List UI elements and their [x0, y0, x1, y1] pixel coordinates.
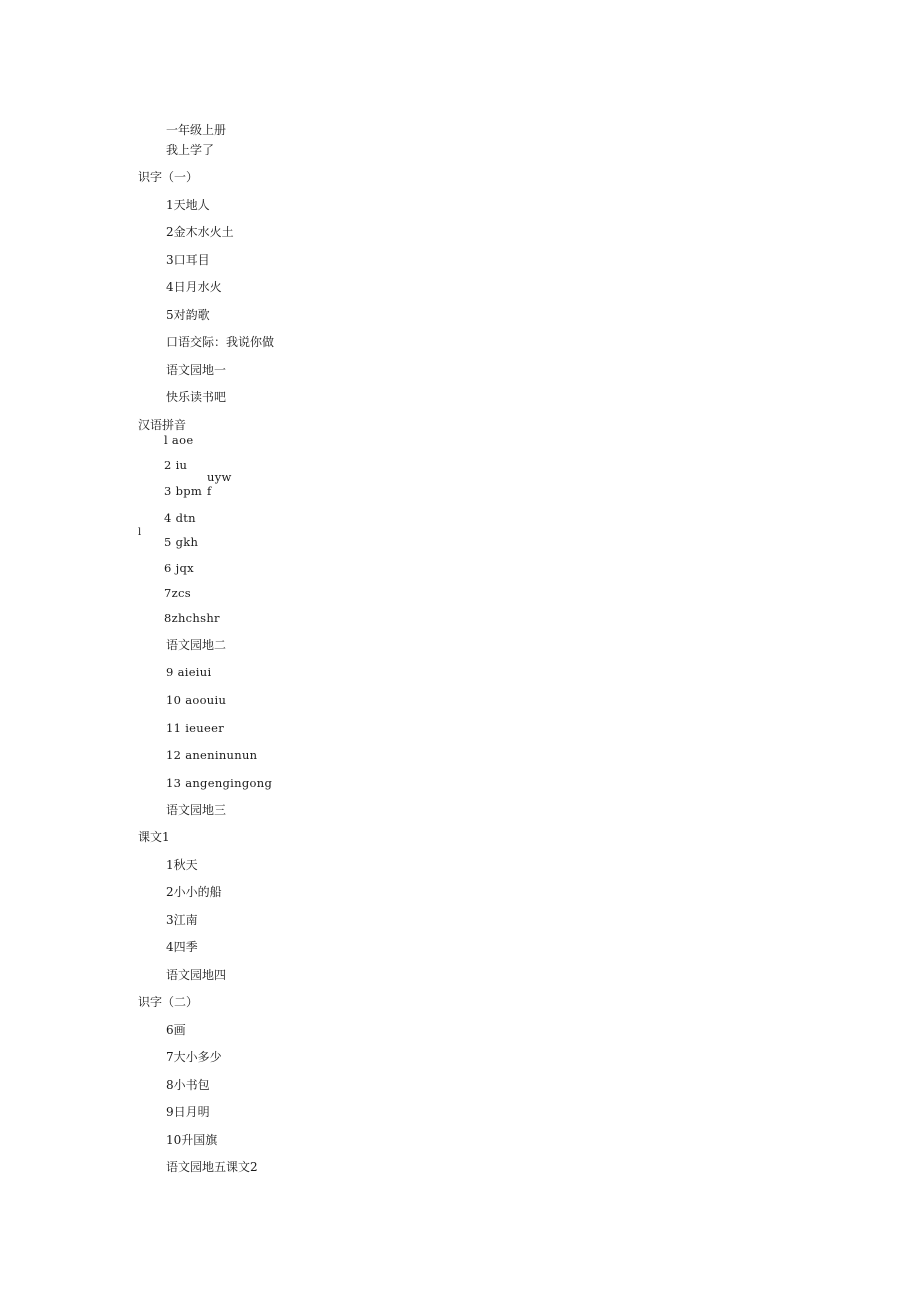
unit-title: 汉语拼音	[138, 418, 187, 432]
list-item: 8小书包	[166, 1078, 210, 1092]
list-item: 5 gkh	[164, 535, 199, 549]
list-item: 1秋天	[166, 858, 198, 872]
intro-item: 我上学了	[166, 143, 215, 157]
list-item: 6 jqx	[164, 561, 194, 575]
list-item: 8zhchshr	[164, 611, 220, 625]
list-item: 3 bpm	[164, 484, 203, 498]
list-item: 语文园地五课文2	[166, 1160, 258, 1174]
list-item: 9 aieiui	[166, 665, 212, 679]
list-item: 10 aoouiu	[166, 693, 227, 707]
list-item: 7zcs	[164, 586, 191, 600]
list-item: 7大小多少	[166, 1050, 222, 1064]
side-note: uyw	[207, 470, 232, 484]
list-item: 6画	[166, 1023, 186, 1037]
list-item: 4 dtn	[164, 511, 196, 525]
list-item: 13 angengingong	[166, 776, 273, 790]
list-item: 4日月水火	[166, 280, 222, 294]
margin-mark: l	[138, 527, 142, 538]
unit-title: 课文1	[138, 830, 170, 844]
list-item: 10升国旗	[166, 1133, 218, 1147]
list-item: 3口耳目	[166, 253, 210, 267]
list-item: 4四季	[166, 940, 198, 954]
side-note: f	[207, 484, 212, 498]
list-item: 口语交际：我说你做	[166, 335, 275, 349]
list-item: 语文园地一	[166, 363, 227, 377]
grade-heading: 一年级上册	[166, 123, 227, 137]
list-item: 1天地人	[166, 198, 210, 212]
list-item: l aoe	[164, 433, 194, 447]
list-item: 11 ieueer	[166, 721, 224, 735]
list-item: 2金木水火土	[166, 225, 234, 239]
list-item: 2小小的船	[166, 885, 222, 899]
list-item: 快乐读书吧	[166, 390, 227, 404]
list-item: 3江南	[166, 913, 198, 927]
list-item: 语文园地二	[166, 638, 227, 652]
list-item: 语文园地三	[166, 803, 227, 817]
list-item: 9日月明	[166, 1105, 210, 1119]
unit-title: 识字（二）	[138, 995, 199, 1009]
list-item: 2 iu	[164, 458, 188, 472]
list-item: 12 aneninunun	[166, 748, 258, 762]
list-item: 语文园地四	[166, 968, 227, 982]
unit-title: 识字（一）	[138, 170, 199, 184]
list-item: 5对韵歌	[166, 308, 210, 322]
